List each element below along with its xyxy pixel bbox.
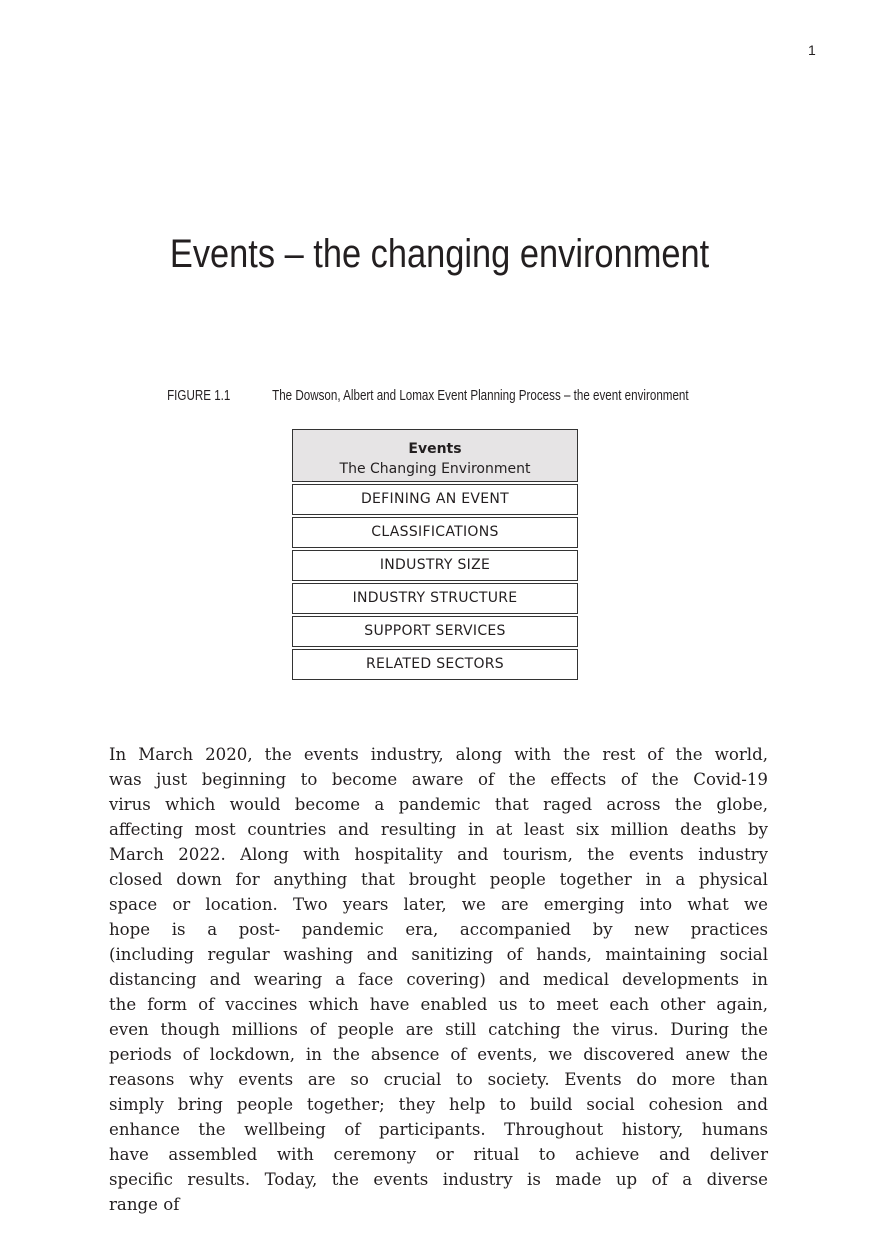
diagram-row: RELATED SECTORS: [292, 649, 578, 680]
body-line: space or location. Two years later, we are emerging into what we: [109, 895, 768, 914]
body-line: was just beginning to become aware of the effects of the Covid-19: [109, 770, 768, 789]
diagram-header-title: Events: [408, 441, 462, 457]
body-line: range of: [109, 1195, 180, 1214]
body-line: reasons why events are so crucial to society. Events do more than: [109, 1070, 768, 1089]
body-line: closed down for anything that brought people together in a physical: [109, 870, 768, 889]
body-line: distancing and wearing a face covering) and medical developments in: [109, 970, 768, 989]
body-line: virus which would become a pandemic that raged across the globe,: [109, 795, 768, 814]
diagram-row: INDUSTRY SIZE: [292, 550, 578, 581]
figure-caption-text: The Dowson, Albert and Lomax Event Planning Process – the event environment: [272, 387, 689, 404]
body-line: have assembled with ceremony or ritual to achieve and deliver: [109, 1145, 768, 1164]
diagram-header: [292, 429, 578, 482]
diagram-header-subtitle: The Changing Environment: [339, 461, 531, 477]
body-line: even though millions of people are still catching the virus. During the: [109, 1020, 768, 1039]
chapter-title: [0, 232, 880, 277]
diagram-row: SUPPORT SERVICES: [292, 616, 578, 647]
body-line: March 2022. Along with hospitality and tourism, the events industry: [109, 845, 768, 864]
body-line: hope is a post- pandemic era, accompanied by new practices: [109, 920, 768, 939]
figure-label: FIGURE 1.1: [167, 387, 231, 404]
figure-diagram: [292, 429, 578, 680]
body-line: enhance the wellbeing of participants. Throughout history, humans: [109, 1120, 768, 1139]
body-line: the form of vaccines which have enabled us to meet each other again,: [109, 995, 768, 1014]
diagram-row: CLASSIFICATIONS: [292, 517, 578, 548]
diagram-row: DEFINING AN EVENT: [292, 484, 578, 515]
figure-caption: [0, 387, 880, 404]
chapter-title-text: Events – the changing environment: [170, 232, 710, 276]
body-line: simply bring people together; they help to build social cohesion and: [109, 1095, 768, 1114]
body-line: periods of lockdown, in the absence of events, we discovered anew the: [109, 1045, 768, 1064]
diagram-row: INDUSTRY STRUCTURE: [292, 583, 578, 614]
page-number: 1: [808, 42, 816, 58]
body-line: (including regular washing and sanitizing of hands, maintaining social: [109, 945, 768, 964]
body-line: specific results. Today, the events industry is made up of a diverse: [109, 1170, 768, 1189]
body-line: affecting most countries and resulting in at least six million deaths by: [109, 820, 768, 839]
body-paragraph: [109, 742, 768, 1217]
body-line: In March 2020, the events industry, along with the rest of the world,: [109, 745, 768, 764]
